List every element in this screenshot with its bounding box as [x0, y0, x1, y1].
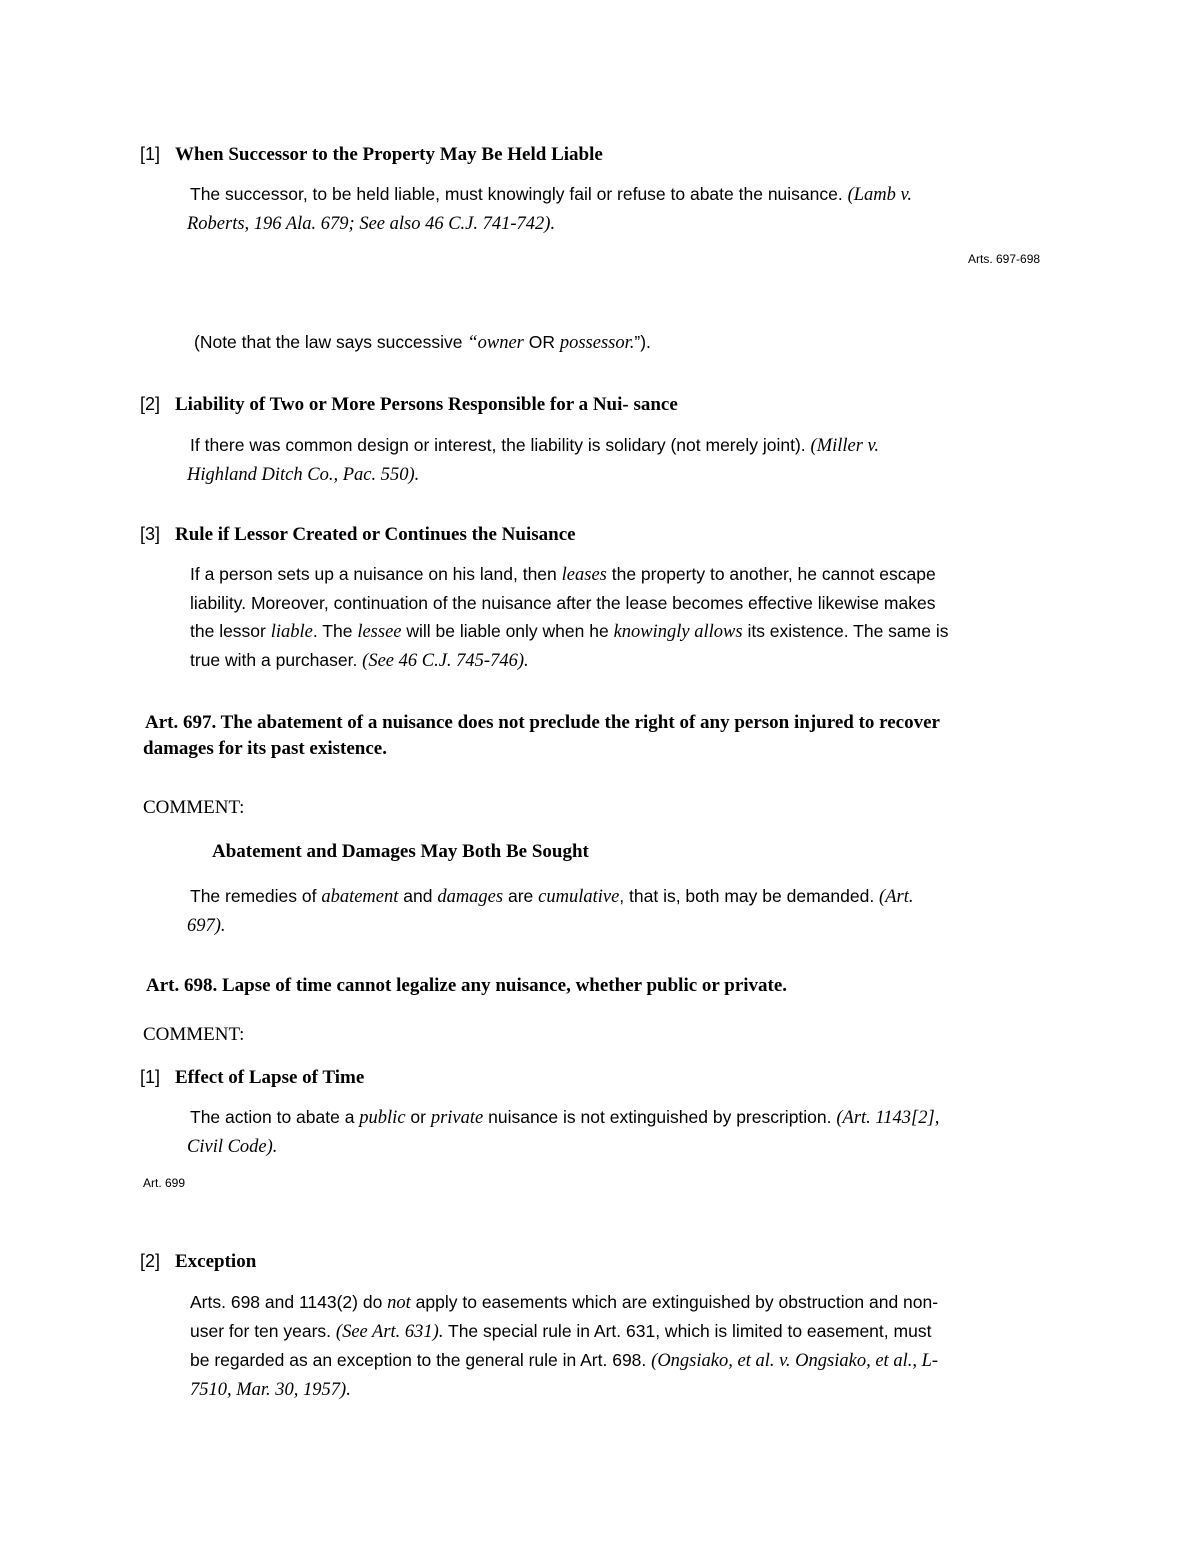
citation: 697). [187, 916, 226, 936]
heading-title: Exception [175, 1251, 257, 1272]
emphasis-cumulative: cumulative [538, 887, 620, 907]
text: apply to easements which are extinguished by obstruction and non- [410, 1292, 939, 1312]
emphasis-not: not [387, 1293, 411, 1313]
text: The action to abate a [190, 1107, 360, 1127]
paragraph-text: The successor, to be held liable, must knowingly fail or refuse to abate the nuisance. [190, 184, 848, 204]
emphasis-damages: damages [437, 887, 504, 907]
text: . The [312, 621, 358, 641]
comment-label: COMMENT: [143, 1024, 245, 1045]
citation: (Art. [879, 887, 914, 907]
emphasis-private: private [430, 1108, 484, 1128]
paragraph-exception [190, 1288, 1070, 1404]
text: nuisance is not extinguished by prescription. [483, 1107, 837, 1127]
text: The special rule in Art. 631, which is limited to easement, must [443, 1321, 932, 1341]
heading-lessor [140, 524, 576, 546]
text: The remedies of [190, 886, 322, 906]
paragraph-lapse [187, 1103, 1070, 1161]
page-marker-mid: Art. 699 [143, 1176, 186, 1190]
text: and [398, 886, 438, 906]
article-text: Art. 697. The abatement of a nuisance does not preclude the right of any person injured to recover [145, 712, 940, 733]
text: its existence. The same is [742, 621, 949, 641]
text: true with a purchaser. [190, 650, 363, 670]
heading-number: [3] [140, 524, 161, 544]
heading-exception [140, 1251, 256, 1273]
emphasis-lessee: lessee [357, 622, 402, 642]
article-697 [145, 710, 940, 762]
emphasis-abatement: abatement [321, 887, 399, 907]
citation: (Ongsiako, et al. v. Ongsiako, et al., L- [651, 1351, 939, 1371]
heading-title: Effect of Lapse of Time [175, 1067, 365, 1088]
article-text: damages for its past existence. [143, 738, 387, 759]
note-owner: “owner [467, 333, 524, 353]
text: will be liable only when he [401, 621, 614, 641]
heading-successor-liable [140, 144, 603, 166]
text: user for ten years. [190, 1321, 336, 1341]
text: the property to another, he cannot escape [606, 564, 936, 584]
text: the lessor [190, 621, 271, 641]
text: If a person sets up a nuisance on his land, then [190, 564, 562, 584]
heading-lapse-of-time [140, 1067, 364, 1089]
note-close: ”). [634, 332, 651, 352]
text: or [405, 1107, 431, 1127]
emphasis-public: public [359, 1108, 406, 1128]
citation: (See 46 C.J. 745-746). [362, 651, 529, 671]
heading-two-persons [140, 394, 678, 416]
text: Arts. 698 and 1143(2) do [190, 1292, 388, 1312]
text: are [503, 886, 539, 906]
note-owner-possessor [194, 332, 651, 354]
citation: Highland Ditch Co., Pac. 550). [187, 465, 420, 485]
citation: Civil Code). [187, 1137, 278, 1157]
paragraph-successor [187, 180, 1070, 238]
page-marker-top: Arts. 697-698 [968, 252, 1041, 266]
heading-title: Liability of Two or More Persons Responsible for a Nui- sance [175, 394, 678, 415]
heading-number: [1] [140, 144, 161, 164]
article-698: Art. 698. Lapse of time cannot legalize any nuisance, whether public or private. [146, 975, 788, 996]
citation: (Miller v. [810, 436, 880, 456]
text: liability. Moreover, continuation of the nuisance after the lease becomes effective likewise makes [190, 593, 936, 613]
text: be regarded as an exception to the general rule in Art. 698. [190, 1350, 652, 1370]
paragraph-two-persons [187, 431, 1070, 489]
citation: Roberts, 196 Ala. 679; See also 46 C.J. 741-742). [187, 214, 556, 234]
emphasis-knowingly-allows: knowingly allows [613, 622, 743, 642]
text: , that is, both may be demanded. [619, 886, 880, 906]
heading-number: [2] [140, 394, 161, 414]
note-text: (Note that the law says successive [194, 332, 468, 352]
citation: 7510, Mar. 30, 1957). [190, 1380, 351, 1400]
heading-number: [1] [140, 1067, 161, 1087]
paragraph-abatement [187, 882, 1070, 940]
note-or: OR [523, 332, 560, 352]
paragraph-lessor [190, 560, 1070, 675]
citation: (Lamb v. [847, 185, 912, 205]
heading-title: Rule if Lessor Created or Continues the Nuisance [175, 524, 576, 545]
citation: (See Art. 631). [335, 1322, 444, 1342]
note-possessor: possessor. [559, 333, 635, 353]
paragraph-text: If there was common design or interest, the liability is solidary (not merely joint). [190, 435, 811, 455]
comment-label: COMMENT: [143, 797, 245, 818]
heading-abatement-damages: Abatement and Damages May Both Be Sought [212, 841, 589, 862]
emphasis-liable: liable [270, 622, 313, 642]
citation: (Art. 1143[2], [836, 1108, 940, 1128]
heading-title: When Successor to the Property May Be Held Liable [175, 144, 603, 165]
heading-number: [2] [140, 1251, 161, 1271]
emphasis-leases: leases [561, 565, 607, 585]
